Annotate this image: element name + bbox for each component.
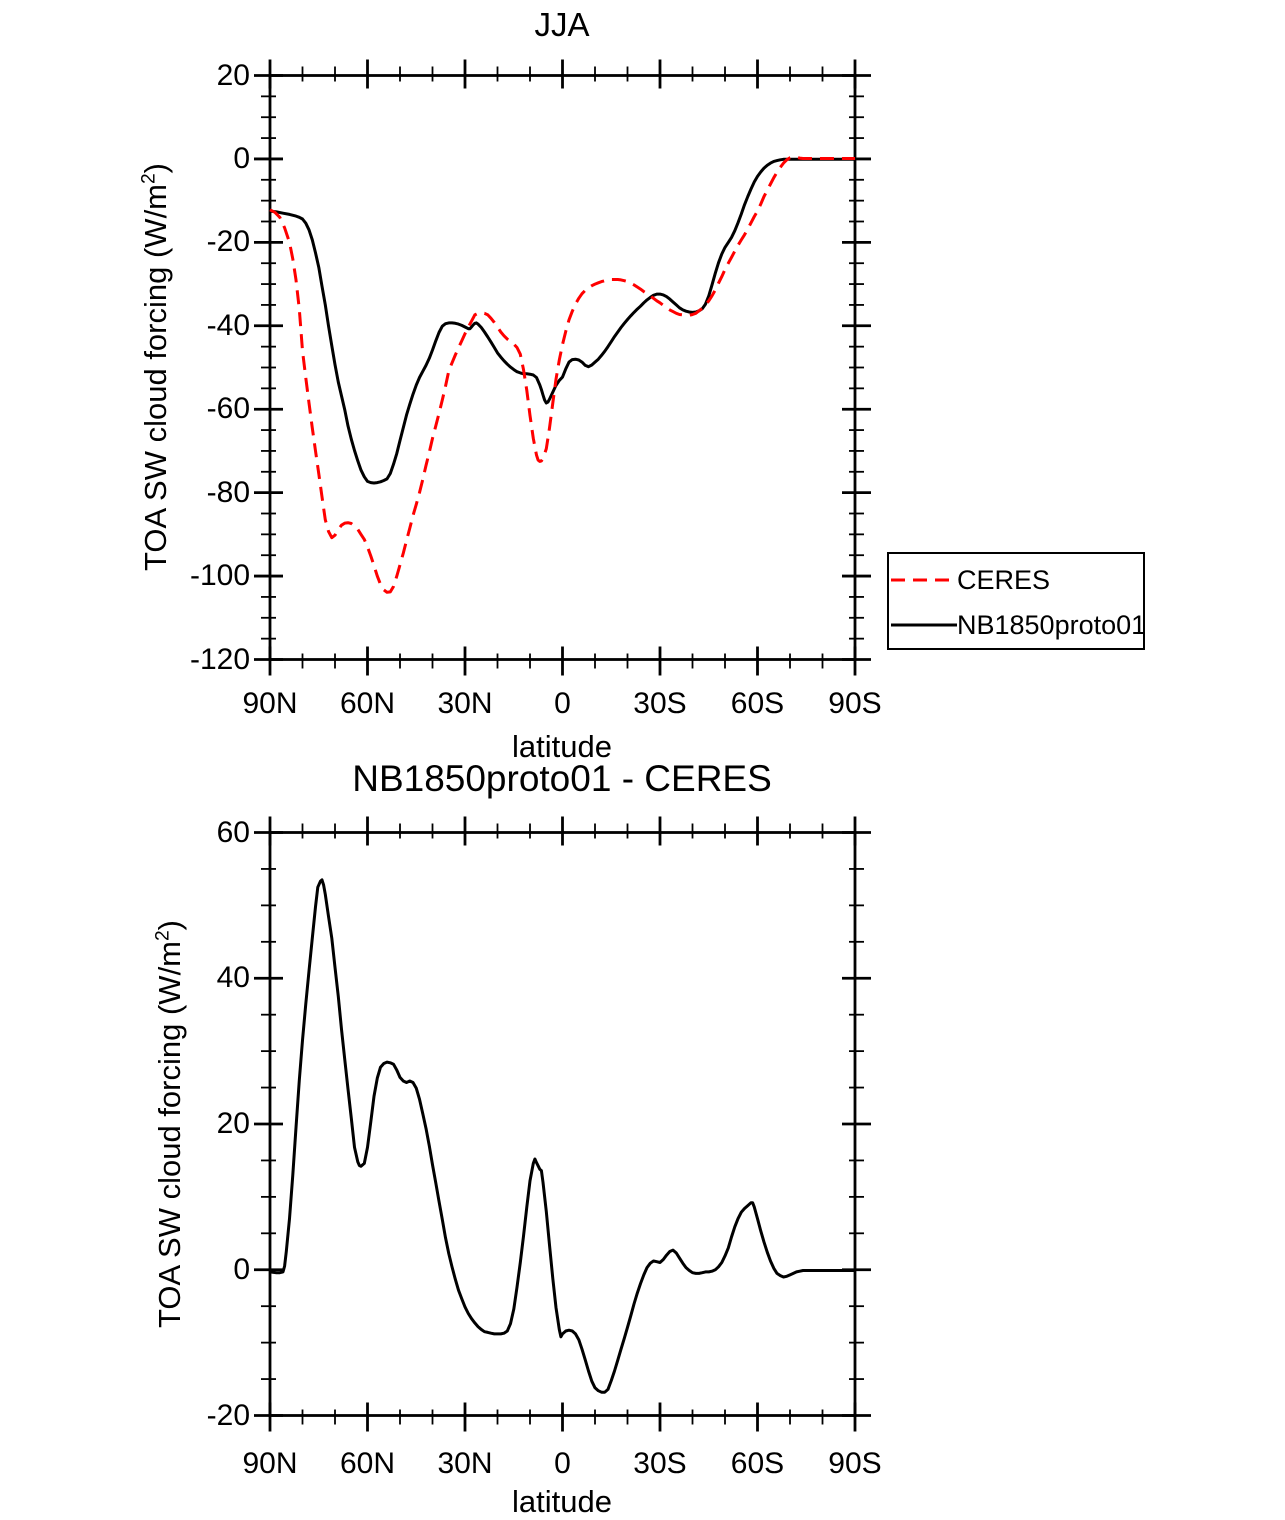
x-tick-label: 30S [633,687,687,720]
x-tick-label: 30N [437,1447,493,1480]
x-tick-label: 90S [828,687,882,720]
y-tick-label: 0 [233,141,250,175]
legend-label-ceres: CERES [957,564,1051,595]
y-tick-label: -120 [189,642,250,676]
x-tick-label: 90N [242,1447,298,1480]
y-tick-label: 40 [216,961,250,995]
y-title-superscript: 2 [152,930,174,941]
y-tick-label: -60 [206,392,250,426]
top-y-axis-title [138,163,174,571]
legend-entry-ceres [891,560,1050,600]
bottom-chart-title: NB1850proto01 - CERES [352,758,772,799]
x-tick-label: 90N [242,687,298,720]
legend-entry-nb1850proto01 [891,605,1146,645]
y-tick-label: 60 [216,815,250,849]
x-tick-label: 60N [339,1447,396,1480]
top-x-axis-title: latitude [512,729,612,764]
x-tick-label: 0 [554,1447,571,1480]
x-tick-label: 30N [437,687,493,720]
legend-label-nb1850proto01: NB1850proto01 [957,609,1147,640]
x-tick-label: 60N [339,687,396,720]
series-nb1850proto01 [270,159,855,483]
bottom-y-axis-title [152,920,188,1328]
y-tick-label: -20 [206,1398,250,1432]
y-tick-label: -20 [206,225,250,259]
x-tick-label: 60S [730,1447,785,1480]
y-tick-label: 20 [216,58,250,92]
y-title-superscript: 2 [138,173,160,184]
top-chart-title: JJA [534,6,590,43]
y-title-text-end: ) [152,919,187,931]
x-tick-label: 30S [633,1447,687,1480]
legend [887,552,1145,650]
series-nb1850proto01-ceres [270,880,855,1392]
y-tick-label: 20 [216,1107,250,1140]
ceres-line-sample-icon [891,576,957,584]
x-tick-label: 90S [828,1447,882,1480]
model-line-sample-icon [891,621,957,629]
y-tick-label: -40 [206,308,250,342]
y-tick-label: 0 [233,1252,250,1286]
x-tick-label: 0 [554,687,571,720]
y-title-text-end: ) [138,162,173,174]
bottom-x-axis-title: latitude [512,1484,612,1519]
x-tick-label: 60S [730,687,785,720]
y-title-text: TOA SW cloud forcing (W/m [138,184,173,572]
y-tick-label: -100 [189,559,250,593]
y-title-text: TOA SW cloud forcing (W/m [152,941,187,1329]
y-tick-label: -80 [206,475,250,509]
